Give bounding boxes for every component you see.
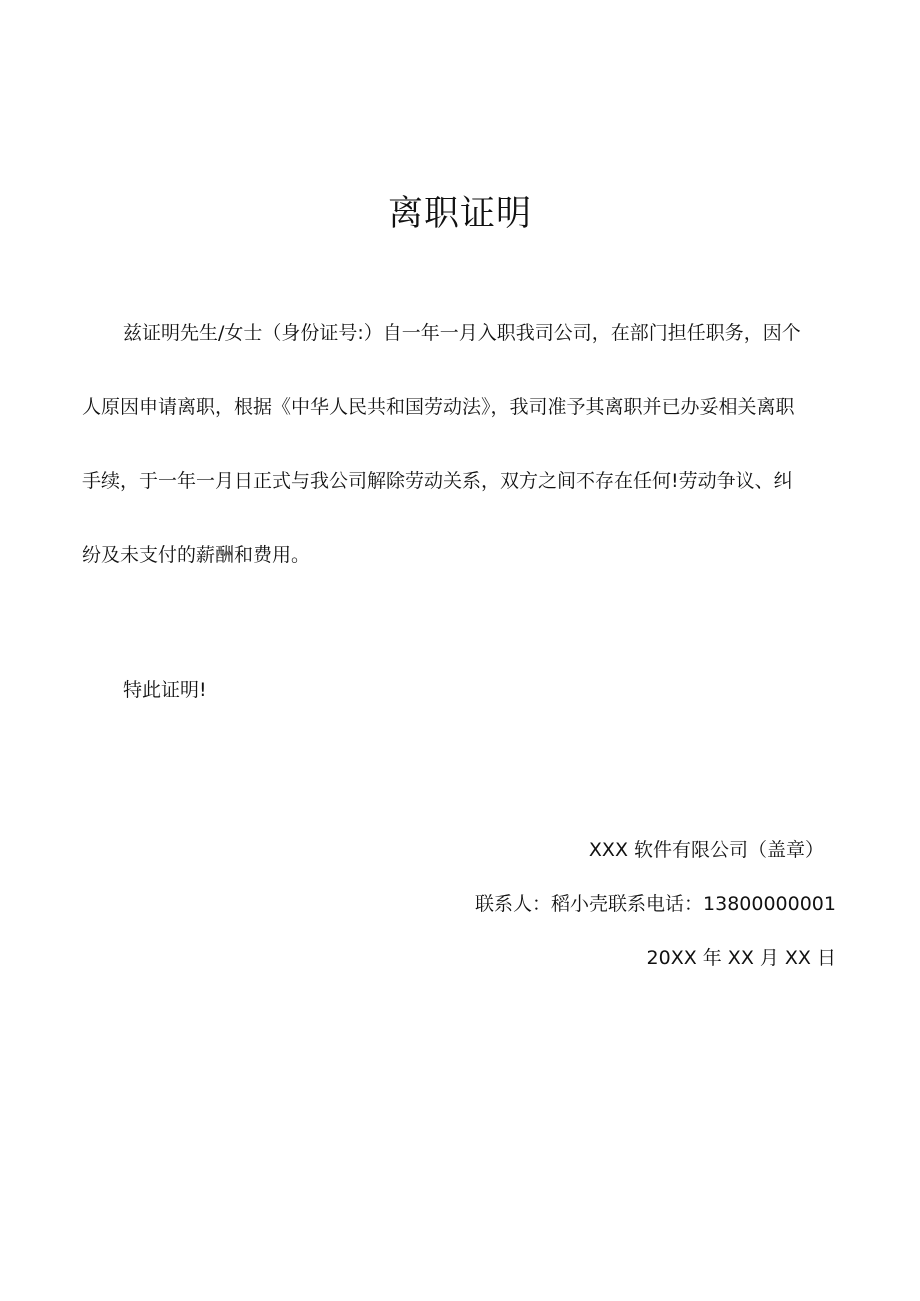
body-line-3: 手续，于一年一月日正式与我公司解除劳动关系，双方之间不存在任何!劳动争议、纠 xyxy=(82,470,793,492)
closing-statement: 特此证明! xyxy=(123,679,207,701)
body-line-4: 纷及未支付的薪酬和费用。 xyxy=(82,544,311,566)
date-line: 20XX 年 XX 月 XX 日 xyxy=(646,947,836,969)
certificate-body xyxy=(82,296,842,592)
company-seal-line: XXX 软件有限公司（盖章） xyxy=(588,839,824,861)
signature-block xyxy=(475,832,836,994)
contact-line: 联系人：稻小壳联系电话：13800000001 xyxy=(475,893,836,915)
body-line-1: 兹证明先生/女士（身份证号:）自一年一月入职我司公司，在部门担任职务，因个 xyxy=(123,322,801,344)
page-title: 离职证明 xyxy=(387,194,532,234)
body-line-2: 人原因申请离职，根据《中华人民共和国劳动法》，我司准予其离职并已办妥相关离职 xyxy=(82,396,795,418)
